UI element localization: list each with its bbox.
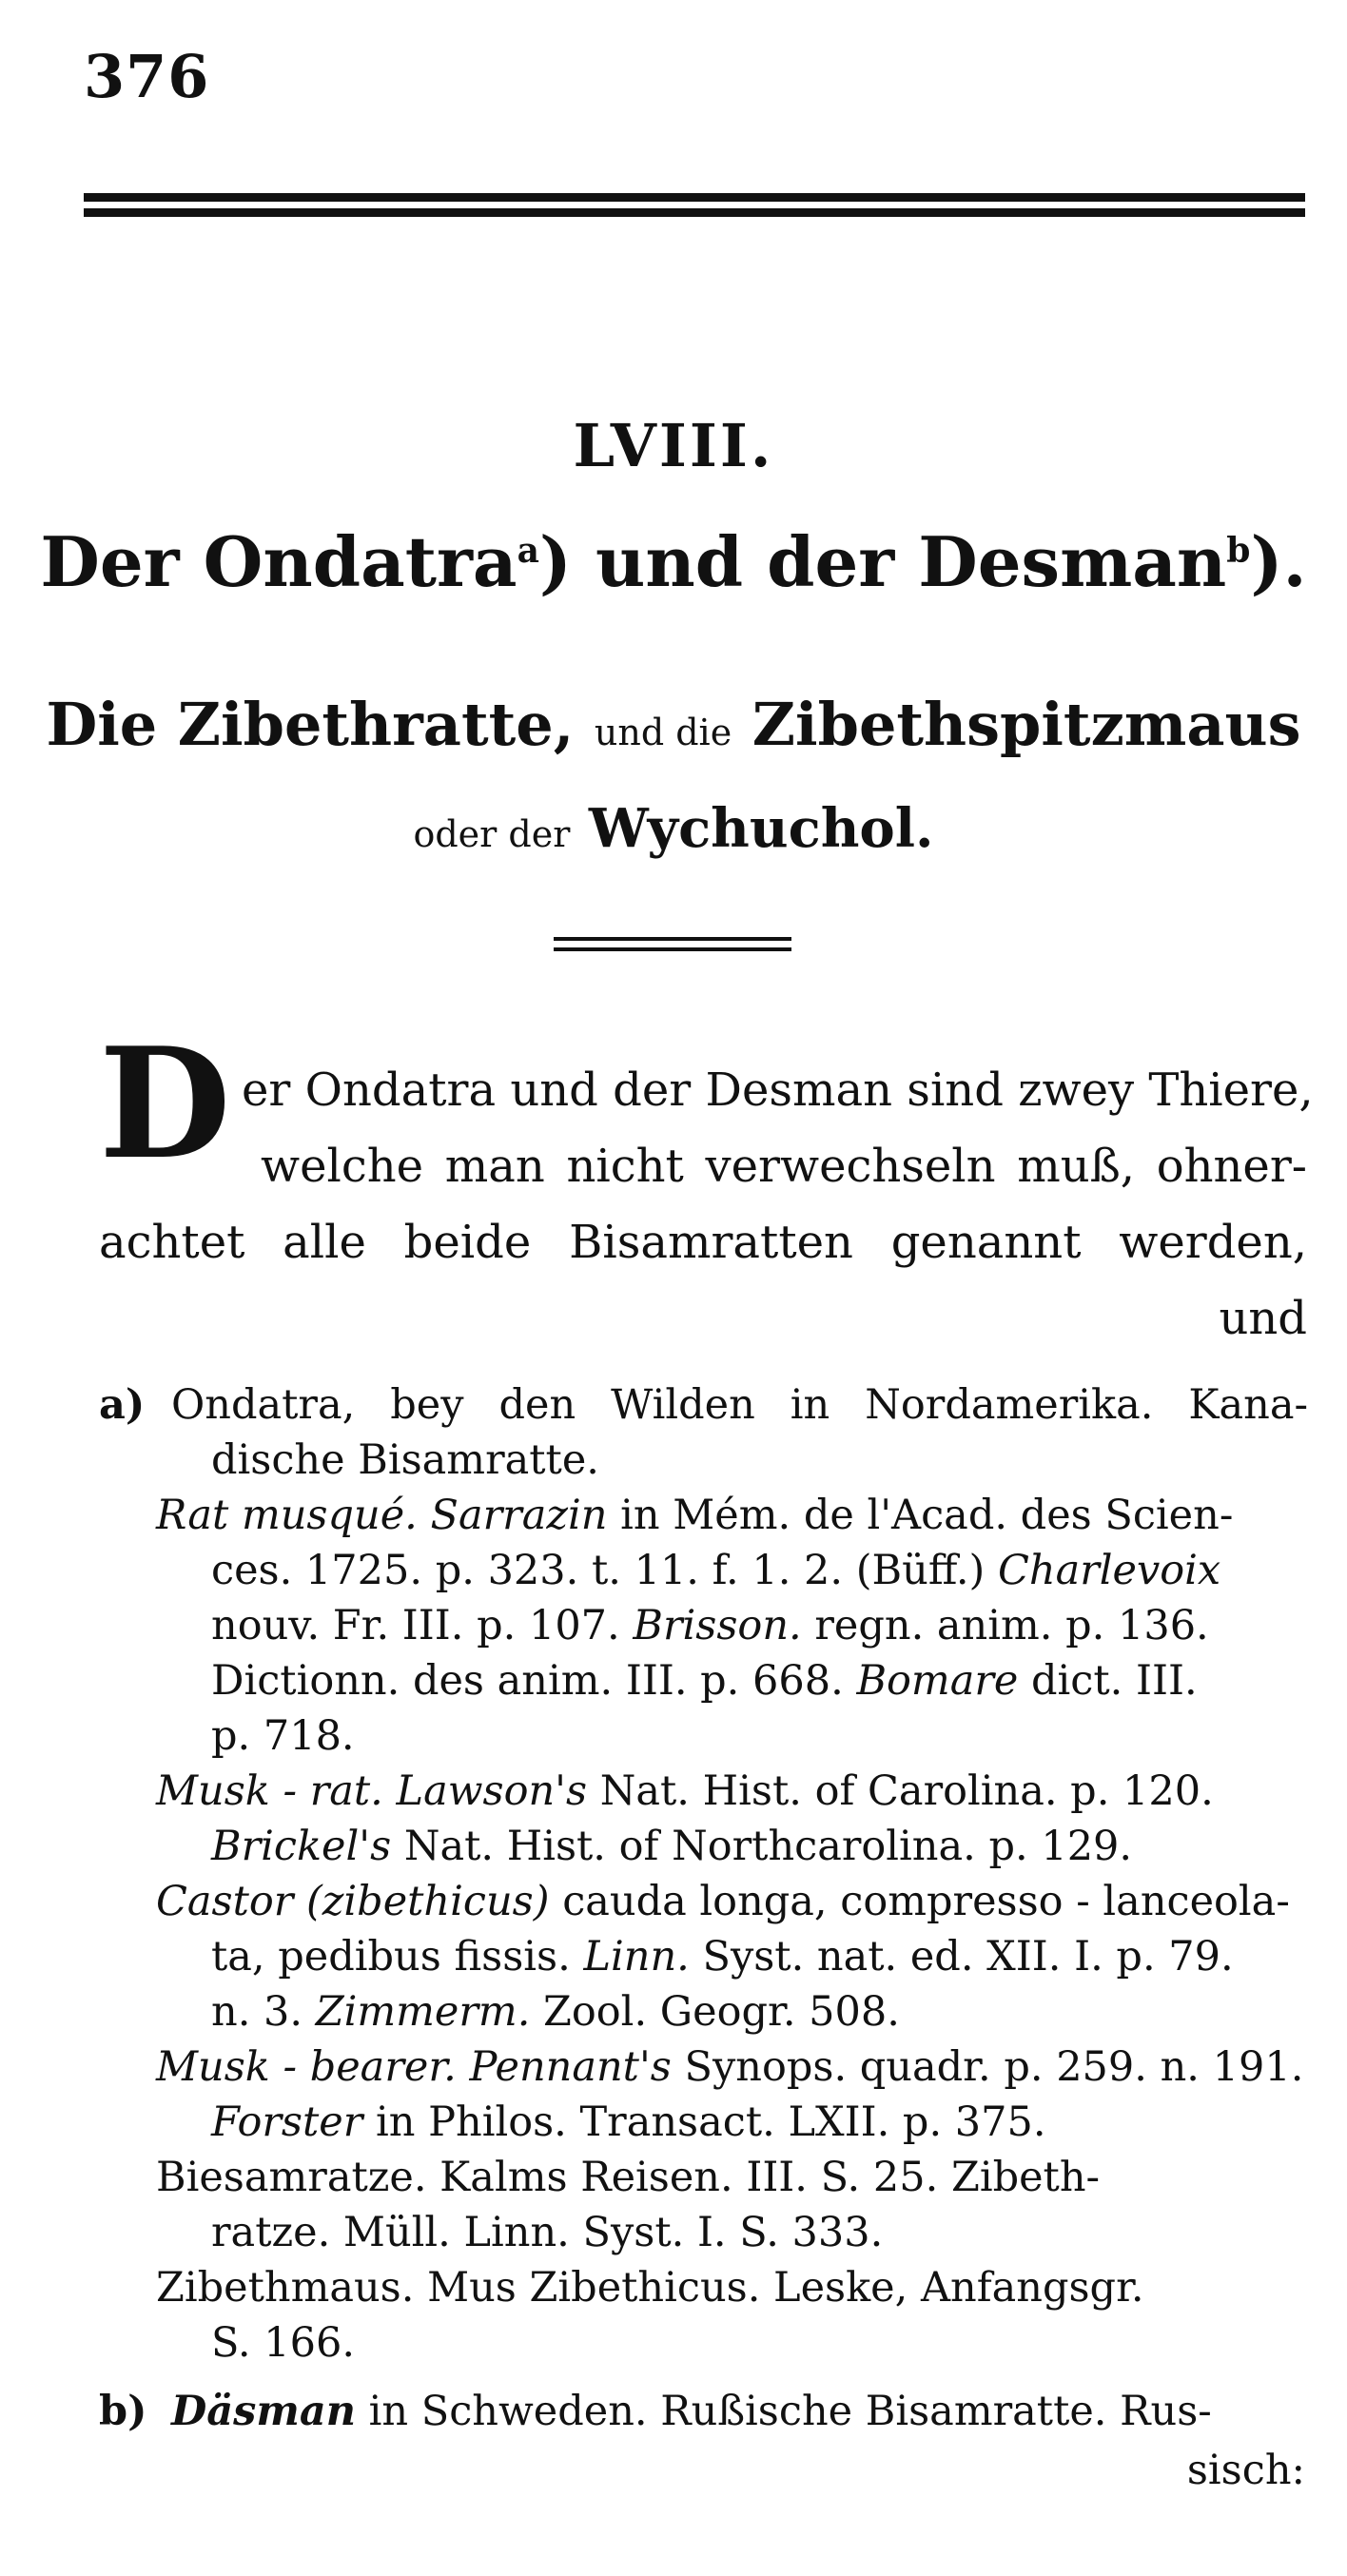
- header-rule-top: [84, 193, 1305, 202]
- footnote-line: Däsman in Schweden. Rußische Bisamratte. Rus-: [171, 2388, 1212, 2435]
- footnote-a-label: a): [99, 1381, 146, 1429]
- title-part-desman: ) und der Desman: [538, 521, 1227, 602]
- footnote-line: Castor (zibethicus) cauda longa, compresso - lanceola-: [156, 1878, 1290, 1925]
- footnote-line: Brickel's Nat. Hist. of Northcarolina. p. 129.: [211, 1823, 1133, 1870]
- title-part-ondatra: Der Ondatra: [40, 521, 517, 602]
- footnote-line: dische Bisamratte.: [211, 1436, 599, 1484]
- subtitle-connector-2: oder der: [413, 813, 571, 855]
- subtitle-zibethspitzmaus: Zibethspitzmaus: [752, 690, 1301, 759]
- footnote-line: ratze. Müll. Linn. Syst. I. S. 333.: [211, 2209, 884, 2256]
- footnote-line: nouv. Fr. III. p. 107. Brisson. regn. anim. p. 136.: [211, 1602, 1209, 1649]
- section-rule-bottom: [554, 947, 791, 951]
- footnote-marker-b: b: [1226, 531, 1251, 571]
- title-part-end: ).: [1250, 521, 1307, 602]
- chapter-subtitle-2: [0, 797, 1347, 860]
- body-line: achtet alle beide Bisamratten genannt werden,: [99, 1216, 1307, 1269]
- drop-cap: D: [99, 1014, 231, 1193]
- footnote-line: p. 718.: [211, 1712, 355, 1760]
- footnote-line: Musk - bearer. Pennant's Synops. quadr. p. 259. n. 191.: [156, 2043, 1304, 2091]
- subtitle-connector: und die: [594, 712, 732, 753]
- footnote-line: Forster in Philos. Transact. LXII. p. 375.: [211, 2098, 1046, 2146]
- chapter-title: [0, 521, 1347, 602]
- footnote-line: S. 166.: [211, 2319, 356, 2367]
- body-line: er Ondatra und der Desman sind zwey Thiere,: [242, 1064, 1314, 1117]
- footnote-line: ta, pedibus fissis. Linn. Syst. nat. ed. XII. I. p. 79.: [211, 1933, 1234, 1981]
- chapter-number: LVIII.: [573, 411, 774, 480]
- body-line: und: [1219, 1292, 1307, 1345]
- footnote-line: Rat musqué. Sarrazin in Mém. de l'Acad. des Scien-: [156, 1492, 1234, 1539]
- footnote-line: Zibethmaus. Mus Zibethicus. Leske, Anfangsgr.: [156, 2264, 1144, 2312]
- body-line: welche man nicht verwechseln muß, ohner-: [261, 1140, 1307, 1193]
- section-rule-top: [554, 937, 791, 941]
- footnote-marker-a: a: [517, 531, 539, 571]
- footnote-line: ces. 1725. p. 323. t. 11. f. 1. 2. (Büff.) Charlevoix: [211, 1547, 1221, 1594]
- page-number: 376: [84, 42, 210, 111]
- footnote-b-label: b): [99, 2388, 147, 2435]
- footnote-line: n. 3. Zimmerm. Zool. Geogr. 508.: [211, 1988, 900, 2036]
- header-rule-bottom: [84, 208, 1305, 217]
- subtitle-zibethratte: Die Zibethratte,: [46, 690, 575, 759]
- footnote-line: Ondatra, bey den Wilden in Nordamerika. Kana-: [171, 1381, 1308, 1429]
- footnote-line: sisch:: [1186, 2447, 1305, 2494]
- footnote-line: Musk - rat. Lawson's Nat. Hist. of Carolina. p. 120.: [156, 1767, 1214, 1815]
- footnote-line: Biesamratze. Kalms Reisen. III. S. 25. Zibeth-: [156, 2154, 1101, 2201]
- subtitle-wychuchol: Wychuchol.: [588, 797, 934, 860]
- chapter-subtitle: [0, 690, 1347, 759]
- footnote-line: Dictionn. des anim. III. p. 668. Bomare dict. III.: [211, 1657, 1198, 1705]
